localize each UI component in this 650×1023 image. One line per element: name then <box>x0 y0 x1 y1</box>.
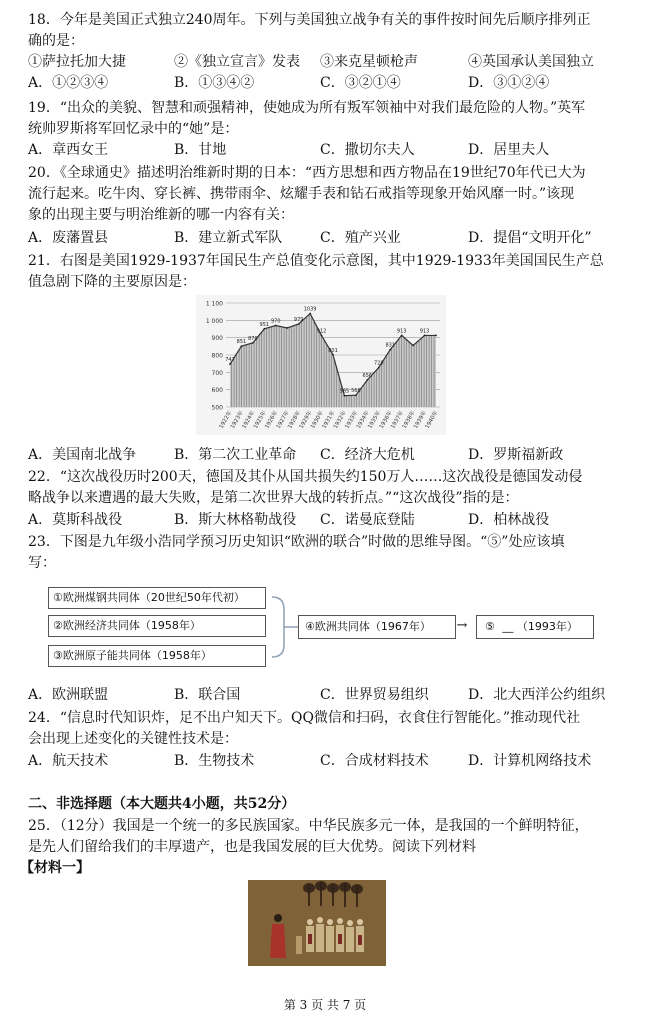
chart-x-tick-label: 1938年 <box>401 410 417 430</box>
q18-event-2: ②《独立宣言》发表 <box>174 54 300 70</box>
chart-data-point <box>389 349 391 351</box>
q25-stem-line2: 是先人们留给我们的丰厚遗产，也是我国发展的巨大优势。阅读下列材料 <box>28 839 476 855</box>
chart-y-tick-label: 1 100 <box>205 300 223 308</box>
q25-stem-line1: 25．（12分）我国是一个统一的多民族国家。中华民族多元一体，是我国的一个鲜明特征， <box>28 818 589 834</box>
q20-stem-line3: 象的出现主要与明治维新的哪一内容有关： <box>28 207 294 223</box>
q20-option-a[interactable]: A．废藩置县 <box>28 230 109 246</box>
q21-option-a[interactable]: A．美国南北战争 <box>28 447 137 463</box>
q18-option-a[interactable]: A．①②③④ <box>28 75 109 91</box>
q18-option-c[interactable]: C．③②①④ <box>320 75 401 91</box>
q21-option-c[interactable]: C．经济大危机 <box>320 447 415 463</box>
chart-data-label: 970 <box>271 318 281 325</box>
chart-x-tick-label: 1934年 <box>355 410 371 430</box>
mind-map-arrow: → <box>456 618 468 633</box>
mind-map-box-5-blank[interactable]: __ <box>502 620 514 633</box>
chart-x-tick-label: 1939年 <box>413 410 429 430</box>
chart-x-tick-label: 1928年 <box>287 410 303 430</box>
q19-stem-line2: 统帅罗斯将军回忆录中的“她”是： <box>28 121 239 137</box>
chart-y-tick-label: 1 000 <box>205 317 223 325</box>
q20-stem-line2: 流行起来。吃牛肉、穿长裤、携带雨伞、炫耀手表和钻石戒指等现象开始风靡一时。”该现 <box>28 186 575 202</box>
q21-option-d[interactable]: D．罗斯福新政 <box>468 447 564 463</box>
q24-option-a[interactable]: A．航天技术 <box>28 753 109 769</box>
chart-data-label: 747 <box>225 357 235 364</box>
chart-data-label: 1039 <box>303 306 317 313</box>
chart-data-label: 656 <box>362 372 373 379</box>
chart-data-label: 568 <box>351 388 361 395</box>
q24-option-d[interactable]: D．计算机网络技术 <box>468 753 592 769</box>
chart-x-tick-label: 1933年 <box>344 410 360 430</box>
q24-stem-line2: 会出现上述变化的关键性技术是： <box>28 731 238 747</box>
q23-option-b[interactable]: B．联合国 <box>174 687 241 703</box>
mind-map <box>40 585 600 667</box>
section-2-title: 二、非选择题（本大题共4小题，共52分） <box>28 796 296 812</box>
q19-option-c[interactable]: C．撒切尔夫人 <box>320 142 415 158</box>
chart-data-label: 801 <box>328 347 338 354</box>
gnp-chart <box>196 295 446 435</box>
q24-option-c[interactable]: C．合成材料技术 <box>320 753 429 769</box>
chart-x-tick-label: 1922年 <box>218 410 234 430</box>
chart-data-point <box>241 345 243 347</box>
chart-data-point <box>229 363 231 365</box>
q18-event-3: ③来克星顿枪声 <box>320 54 418 70</box>
chart-data-point <box>355 394 357 396</box>
chart-data-point <box>401 335 403 337</box>
chart-y-tick-label: 900 <box>211 335 223 343</box>
chart-y-tick-label: 800 <box>211 352 223 360</box>
q24-stem-line1: 24．“信息时代知识炸，足不出户知天下。QQ微信和扫码，衣食住行智能化。”推动现代社 <box>28 710 581 726</box>
chart-data-point <box>321 335 323 337</box>
chart-data-label: 912 <box>316 328 327 335</box>
q18-option-b[interactable]: B．①③④② <box>174 75 255 91</box>
chart-data-point <box>412 345 414 347</box>
q20-option-b[interactable]: B．建立新式军队 <box>174 230 283 246</box>
chart-data-point <box>286 327 288 329</box>
q22-stem-line1: 22．“这次战役历时200天，德国及其仆从国共损失约150万人……这次战役是德国发动侵 <box>28 469 583 485</box>
q23-options <box>28 685 628 705</box>
chart-data-label: 913 <box>396 328 407 335</box>
chart-y-tick-label: 500 <box>211 404 223 412</box>
q20-option-d[interactable]: D．提倡“文明开化” <box>468 230 592 246</box>
q19-stem-line1: 19．“出众的美貌、智慧和顽强精神，使她成为所有叛军领袖中对我们最危险的人物。”英军 <box>28 100 586 116</box>
chart-x-tick-label: 1936年 <box>378 410 394 430</box>
chart-data-point <box>344 395 346 397</box>
chart-y-tick-label: 600 <box>211 387 223 395</box>
q19-option-d[interactable]: D．居里夫人 <box>468 142 550 158</box>
chart-data-label: 979 <box>293 316 304 323</box>
chart-data-point <box>252 342 254 344</box>
q23-option-a[interactable]: A．欧洲联盟 <box>28 687 109 703</box>
page-footer: 第 3 页 共 7 页 <box>283 998 367 1012</box>
q21-option-b[interactable]: B．第二次工业革命 <box>174 447 297 463</box>
q21-options <box>28 445 628 465</box>
q18-event-4: ④英国承认美国独立 <box>468 54 594 70</box>
chart-data-point <box>366 379 368 381</box>
mind-map-box-5 <box>476 615 594 639</box>
chart-data-label: 831 <box>385 342 395 349</box>
mind-map-box-5-year: （1993年） <box>516 620 578 633</box>
chart-data-label: 913 <box>419 328 430 335</box>
q22-option-a[interactable]: A．莫斯科战役 <box>28 512 123 528</box>
q21-stem-line1: 21．右图是美国1929-1937年国民生产总值变化示意图，其中1929-1933年美国国民生产总 <box>28 253 604 269</box>
mind-map-box-3: ③欧洲原子能共同体（1958年） <box>48 645 266 667</box>
q20-option-c[interactable]: C．殖产兴业 <box>320 230 401 246</box>
chart-x-tick-label: 1931年 <box>321 410 337 430</box>
chart-data-label: 565 <box>339 388 350 395</box>
chart-data-point <box>435 335 437 337</box>
q23-option-d[interactable]: D．北大西洋公约组织 <box>468 687 606 703</box>
q20-stem-line1: 20．《全球通史》描述明治维新时期的日本：“西方思想和西方物品在19世纪70年代已大为 <box>28 165 586 181</box>
q23-option-c[interactable]: C．世界贸易组织 <box>320 687 429 703</box>
material-1-label: 【材料一】 <box>20 860 90 876</box>
chart-data-point <box>424 335 426 337</box>
chart-data-point <box>309 313 311 315</box>
q22-options <box>28 510 628 530</box>
q18-events <box>28 52 628 72</box>
q22-option-b[interactable]: B．斯大林格勒战役 <box>174 512 297 528</box>
chart-data-point <box>263 328 265 330</box>
q22-option-d[interactable]: D．柏林战役 <box>468 512 550 528</box>
chart-data-label: 870 <box>248 335 258 342</box>
q19-options <box>28 140 628 160</box>
q22-stem-line2: 略战争以来遭遇的最大失败，是第二次世界大战的转折点。”“这次战役”指的是： <box>28 490 519 506</box>
mind-map-box-2: ②欧洲经济共同体（1958年） <box>48 615 266 637</box>
chart-data-label: 851 <box>236 339 247 346</box>
chart-x-tick-label: 1930年 <box>310 410 326 430</box>
chart-data-point <box>332 354 334 356</box>
mind-map-box-1: ①欧洲煤钢共同体（20世纪50年代初） <box>48 587 266 609</box>
chart-data-label: 951 <box>259 321 270 328</box>
mind-map-box-5-number: ⑤ <box>485 620 495 633</box>
q21-stem-line2: 值急剧下降的主要原因是： <box>28 274 196 290</box>
q24-option-b[interactable]: B．生物技术 <box>174 753 255 769</box>
chart-data-label: 728 <box>374 360 384 367</box>
q19-option-b[interactable]: B．甘地 <box>174 142 227 158</box>
ancient-painting-image <box>248 880 386 966</box>
q18-stem-line1: 18．今年是美国正式独立240周年。下列与美国独立战争有关的事件按时间先后顺序排列正 <box>28 12 591 28</box>
q23-stem-line1: 23．下图是九年级小浩同学预习历史知识“欧洲的联合”时做的思维导图。“⑤”处应该填 <box>28 534 565 550</box>
chart-x-tick-label: 1925年 <box>252 410 268 430</box>
mind-map-box-4: ④欧洲共同体（1967年） <box>298 615 456 639</box>
q23-stem-line2: 写： <box>28 555 56 571</box>
q24-options <box>28 751 628 771</box>
q18-event-1: ①萨拉托加大捷 <box>28 54 126 70</box>
chart-x-tick-label: 1929年 <box>298 410 314 430</box>
chart-x-tick-label: 1940年 <box>424 410 440 430</box>
chart-x-tick-label: 1926年 <box>264 410 280 430</box>
chart-y-tick-label: 700 <box>211 369 223 377</box>
q22-option-c[interactable]: C．诺曼底登陆 <box>320 512 415 528</box>
chart-x-tick-label: 1927年 <box>275 410 291 430</box>
q18-options <box>28 73 628 93</box>
chart-x-tick-label: 1924年 <box>241 410 257 430</box>
q18-stem-line2: 确的是： <box>28 33 84 49</box>
q19-option-a[interactable]: A．章西女王 <box>28 142 109 158</box>
q20-options <box>28 228 628 248</box>
chart-x-tick-label: 1935年 <box>367 410 383 430</box>
chart-x-tick-label: 1932年 <box>332 410 348 430</box>
chart-data-point <box>378 367 380 369</box>
chart-data-point <box>298 323 300 325</box>
chart-x-tick-label: 1923年 <box>229 410 245 430</box>
q18-option-d[interactable]: D．③①②④ <box>468 75 550 91</box>
chart-x-tick-label: 1937年 <box>390 410 406 430</box>
chart-data-point <box>275 325 277 327</box>
